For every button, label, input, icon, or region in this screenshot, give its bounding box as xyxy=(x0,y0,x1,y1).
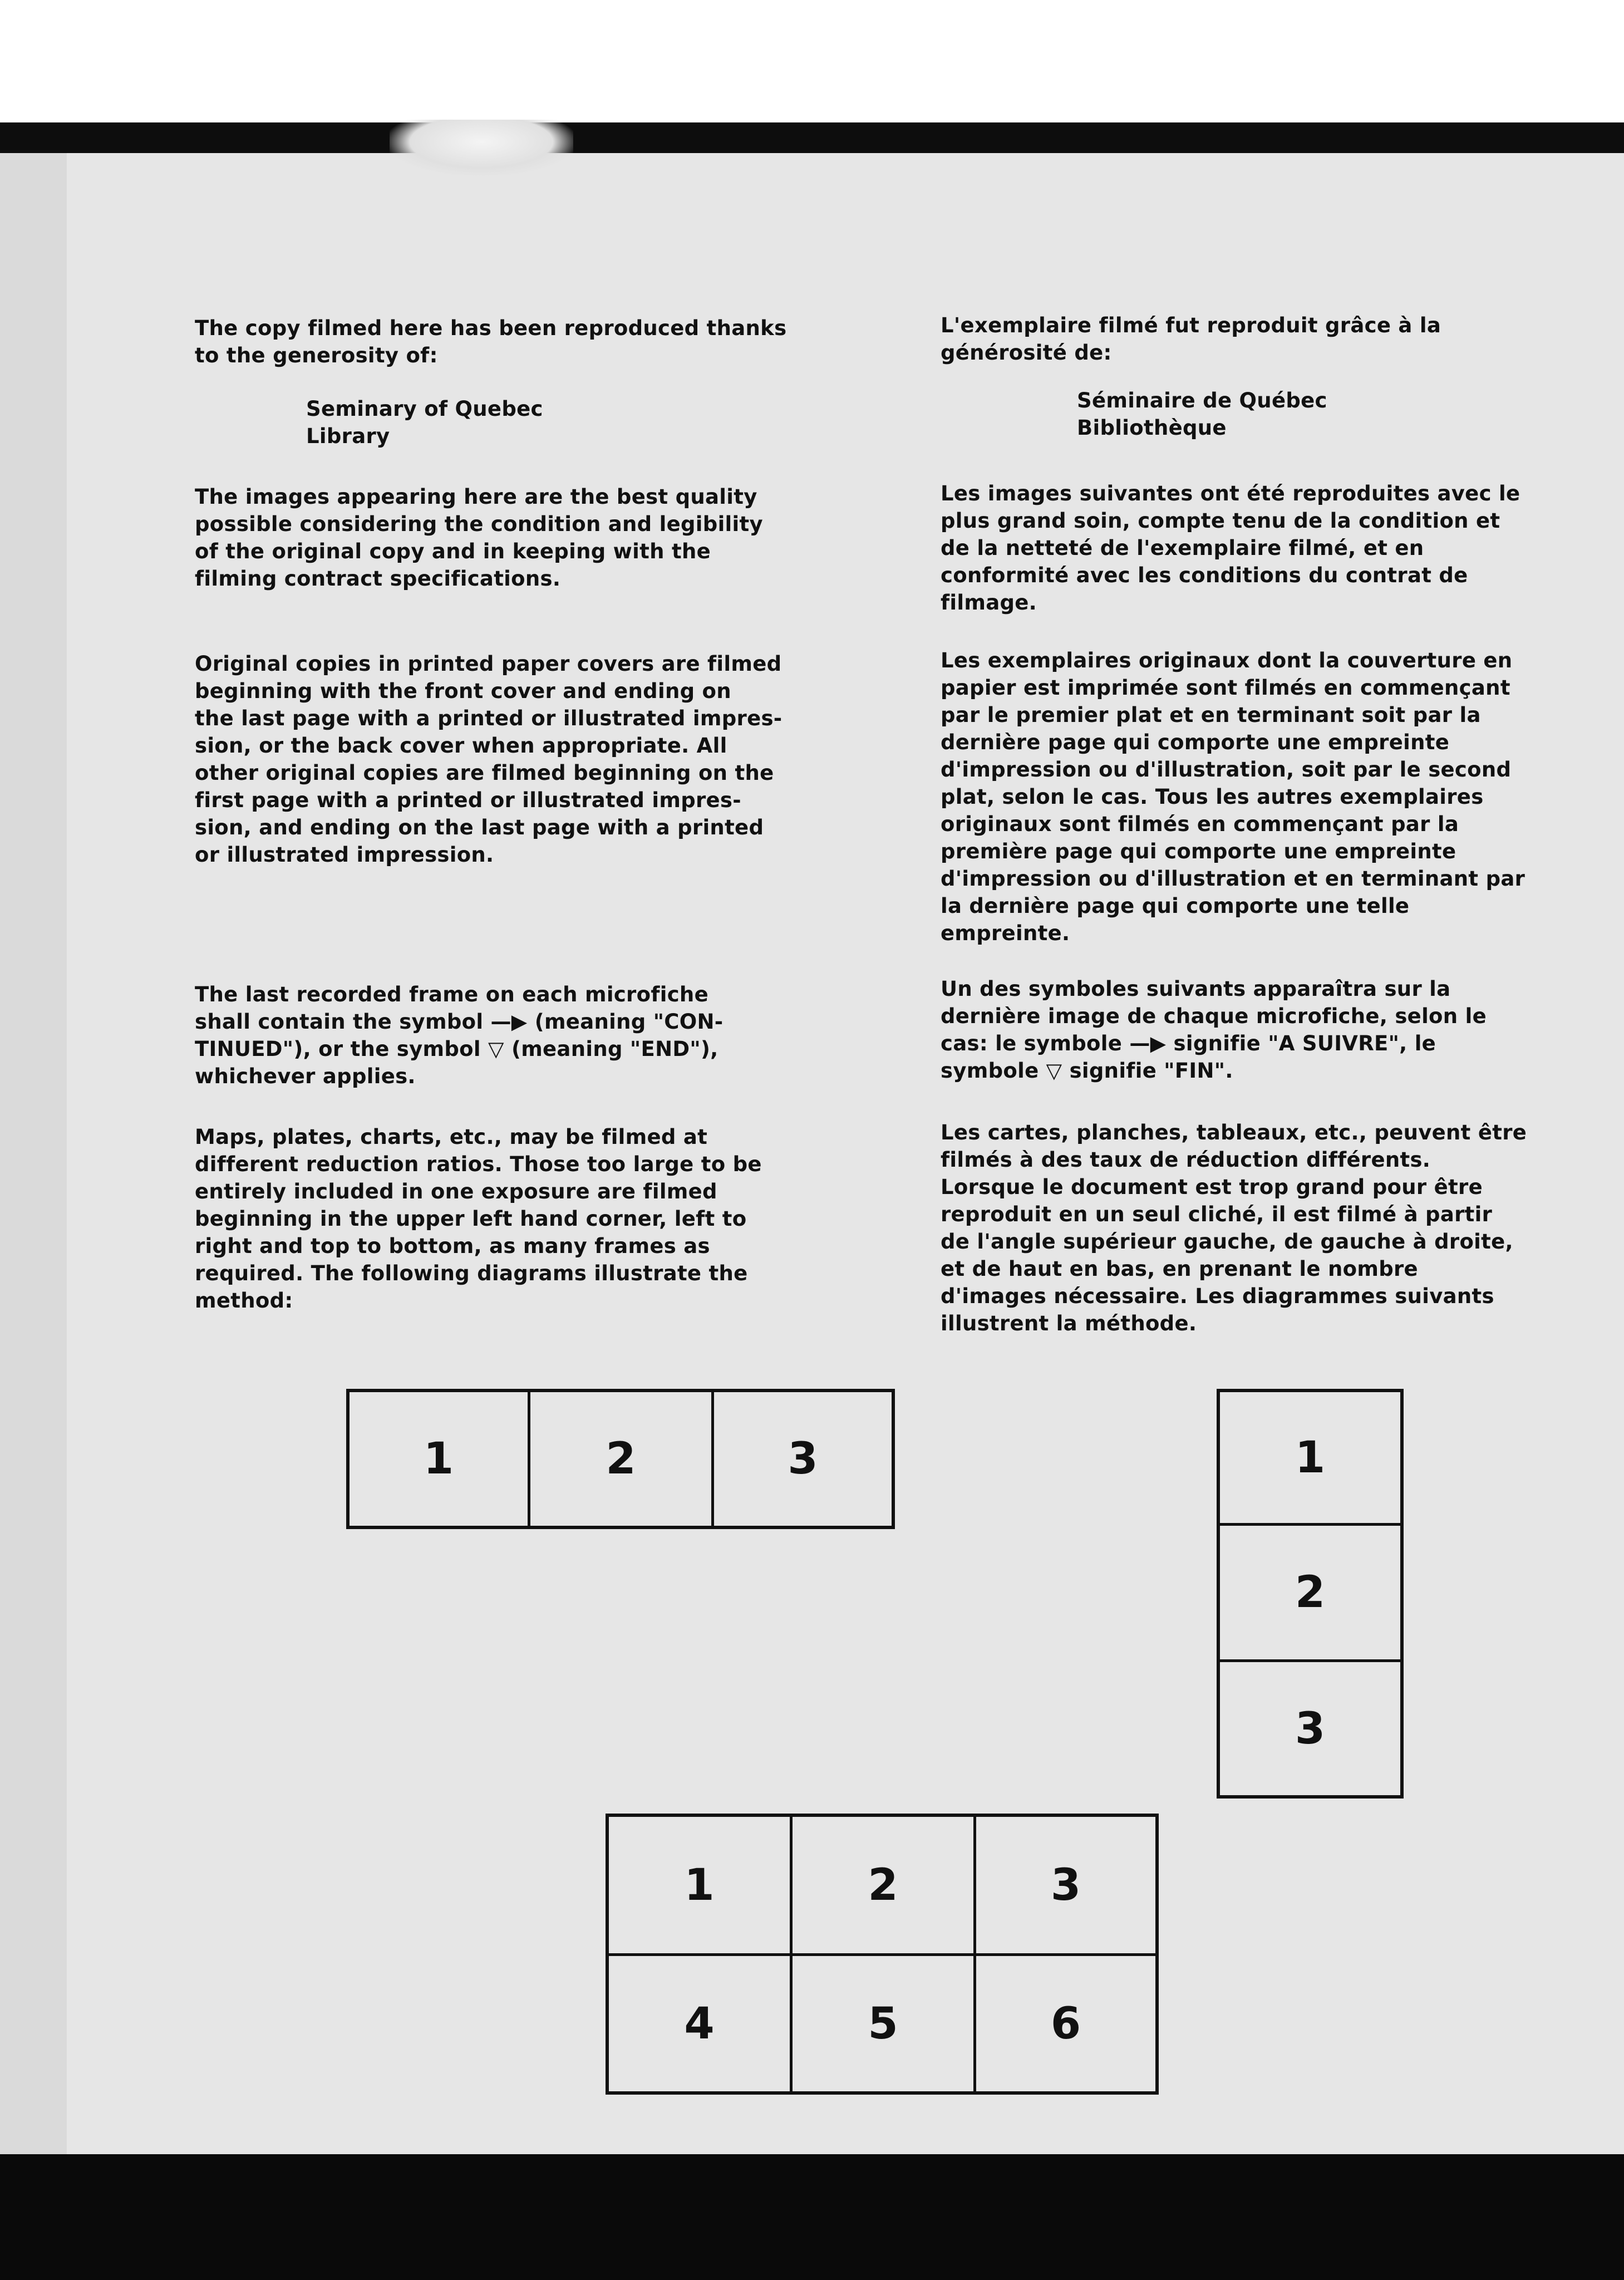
symbols-fr-block xyxy=(941,975,1564,1084)
paper-damage-mark xyxy=(390,120,573,175)
maps-fr: Les cartes, planches, tableaux, etc., peuvent être filmés à des taux de réduction différents. Lorsque le document est trop grand pour être reproduit en un seul cliché, il est filmé à partir de l'angle supérieur gauche, de gauche à droite, et de haut en bas, en prenant le nombre d'images nécessaire. Les diagrammes suivants illustrent la méthode. xyxy=(941,1121,1527,1335)
diagram-grid-cell: 3 xyxy=(976,1817,1155,1956)
diagram-horizontal-cell: 3 xyxy=(788,1434,818,1484)
quality-note-en-block xyxy=(195,483,840,592)
diagram-vertical-cell: 3 xyxy=(1295,1703,1326,1754)
original-copies-fr: Les exemplaires originaux dont la couverture en papier est imprimée sont filmés en commençant par le premier plat et en terminant soit par la dernière page qui comporte une empreinte d'impression ou d'illustration, soit par le second plat, selon le cas. Tous les autres exemplaires originaux sont filmés en commençant par la première page qui comporte une empreinte d'impression ou d'illustration et en terminant par la dernière page qui comporte une telle empreinte. xyxy=(941,648,1525,945)
original-copies-en-block xyxy=(195,650,840,868)
diagram-grid-cell: 4 xyxy=(609,1956,793,2091)
quality-note-fr: Les images suivantes ont été reproduites avec le plus grand soin, compte tenu de la condition et de la netteté de l'exemplaire filmé, et en conformité avec les conditions du contrat de filmage. xyxy=(941,481,1520,615)
maps-en-block xyxy=(195,1123,840,1314)
original-copies-en: Original copies in printed paper covers are filmed beginning with the front cover and ending on the last page with a printed or illustrated impres- sion, or the back cover when appropriate. All other original copies are filmed beginning on the first page with a printed or illustrated impres- sion, and ending on the last page with a printed or illustrated impression. xyxy=(195,652,783,867)
quality-note-fr-block xyxy=(941,480,1564,616)
institution-fr xyxy=(941,387,1624,441)
diagram-vertical-cell: 1 xyxy=(1220,1392,1400,1526)
french-column xyxy=(941,312,1564,366)
diagram-horizontal-cell: 1 xyxy=(350,1392,530,1526)
original-copies-fr-block xyxy=(941,647,1564,947)
diagram-grid-cell: 5 xyxy=(793,1956,976,2091)
institution-name-fr: Séminaire de Québec xyxy=(1077,389,1327,412)
maps-en: Maps, plates, charts, etc., may be filmed at different reduction ratios. Those too large to be entirely included in one exposure are filmed beginning in the upper left hand corner, left to right and top to bottom, as many frames as required. The following diagrams illustrate the method: xyxy=(195,1125,762,1313)
institution-name-en: Seminary of Quebec xyxy=(306,397,543,421)
diagram-horizontal xyxy=(346,1389,895,1529)
diagram-horizontal-cell: 2 xyxy=(530,1392,714,1526)
diagram-grid-cell: 2 xyxy=(793,1817,976,1956)
maps-fr-block xyxy=(941,1119,1564,1337)
diagram-vertical xyxy=(1217,1389,1404,1799)
institution-en xyxy=(195,395,952,450)
film-bottom-border xyxy=(0,2154,1624,2280)
symbols-en-block xyxy=(195,981,840,1090)
institution-unit-en: Library xyxy=(306,424,390,448)
diagram-grid-cell: 6 xyxy=(1050,1998,1081,2049)
symbols-fr: Un des symboles suivants apparaîtra sur la dernière image de chaque microfiche, selon le cas: le symbole —▶ signifie "A SUIVRE", le symbole ▽ signifie "FIN". xyxy=(941,977,1487,1083)
acknowledgement-fr: L'exemplaire filmé fut reproduit grâce à la générosité de: xyxy=(941,313,1441,365)
diagram-grid xyxy=(606,1814,1159,2095)
symbols-en: The last recorded frame on each microfiche shall contain the symbol —▶ (meaning "CON- TINUED"), or the symbol ▽ (meaning "END"), whichever applies. xyxy=(195,982,724,1088)
diagram-vertical-cell: 2 xyxy=(1220,1526,1400,1662)
institution-unit-fr: Bibliothèque xyxy=(1077,416,1227,440)
english-column xyxy=(195,315,840,369)
diagram-grid-cell: 1 xyxy=(609,1817,793,1956)
film-top-border xyxy=(0,122,1624,156)
acknowledgement-en: The copy filmed here has been reproduced thanks to the generosity of: xyxy=(195,316,787,367)
film-left-margin xyxy=(0,153,70,2157)
quality-note-en: The images appearing here are the best quality possible considering the condition and legibility of the original copy and in keeping with the filming contract specifications. xyxy=(195,485,763,591)
